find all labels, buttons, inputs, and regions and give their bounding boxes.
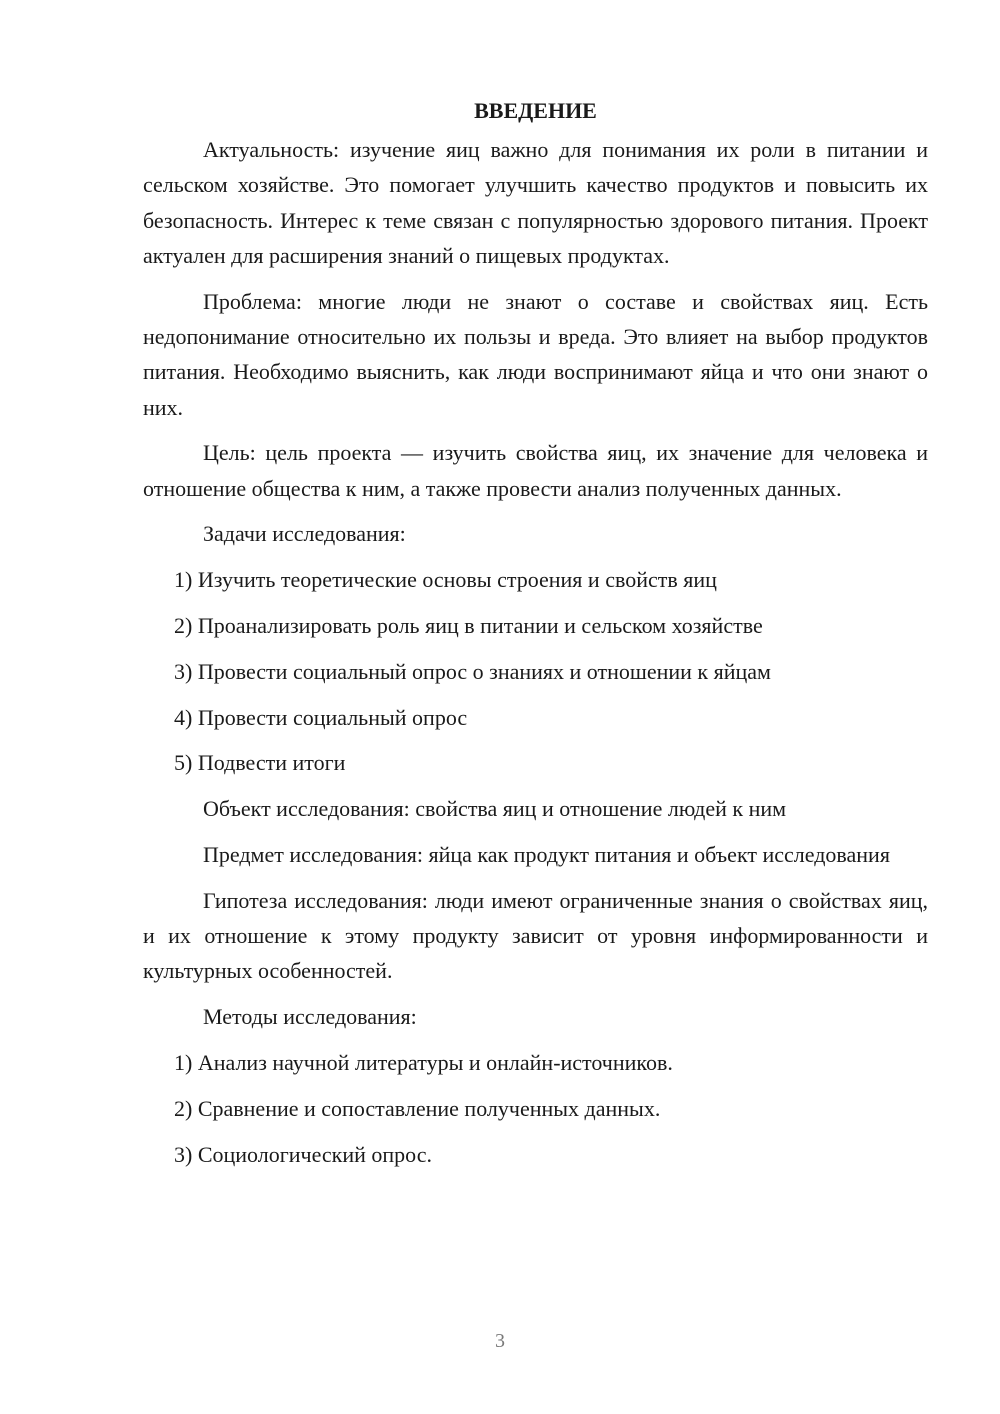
- goal-paragraph: Цель: цель проекта — изучить свойства яиц, их значение для человека и отношение общества к ним, а также провести анализ полученных данных.: [143, 440, 928, 501]
- list-item: 5) Подвести итоги: [174, 750, 346, 776]
- list-item: 3) Провести социальный опрос о знаниях и отношении к яйцам: [174, 658, 771, 684]
- list-item: 1) Анализ научной литературы и онлайн-источников.: [174, 1050, 673, 1076]
- list-item: 2) Сравнение и сопоставление полученных данных.: [174, 1095, 661, 1121]
- object-paragraph: Объект исследования: свойства яиц и отношение людей к ним: [203, 796, 787, 822]
- subject-paragraph: Предмет исследования: яйца как продукт питания и объект исследования: [203, 842, 890, 868]
- tasks-list: [143, 562, 928, 780]
- list-item: 4) Провести социальный опрос: [174, 704, 468, 730]
- problem-paragraph: Проблема: многие люди не знают о составе и свойствах яиц. Есть недопонимание относительно их пользы и вреда. Это влияет на выбор продуктов питания. Необходимо выяснить, как люди воспринимают яйца и что они знают о них.: [143, 288, 928, 420]
- hypothesis-paragraph: Гипотеза исследования: люди имеют ограниченные знания о свойствах яиц, и их отношение к этому продукту зависит от уровня информированности и культурных особенностей.: [143, 887, 928, 984]
- methods-heading: Методы исследования:: [203, 1004, 417, 1030]
- relevance-paragraph: Актуальность: изучение яиц важно для понимания их роли в питании и сельском хозяйстве. Это помогает улучшить качество продуктов и повысить их безопасность. Интерес к теме связан с популярностью здорового питания. Проект актуален для расширения знаний о пищевых продуктах.: [143, 137, 928, 268]
- section-title: ВВЕДЕНИЕ: [474, 98, 597, 123]
- page-number: 3: [495, 1330, 505, 1352]
- document-page: [143, 93, 928, 1182]
- tasks-heading: Задачи исследования:: [203, 521, 406, 547]
- methods-list: [143, 1045, 928, 1172]
- list-item: 2) Проанализировать роль яиц в питании и сельском хозяйстве: [174, 613, 763, 639]
- list-item: 3) Социологический опрос.: [174, 1141, 432, 1167]
- list-item: 1) Изучить теоретические основы строения и свойств яиц: [174, 567, 717, 593]
